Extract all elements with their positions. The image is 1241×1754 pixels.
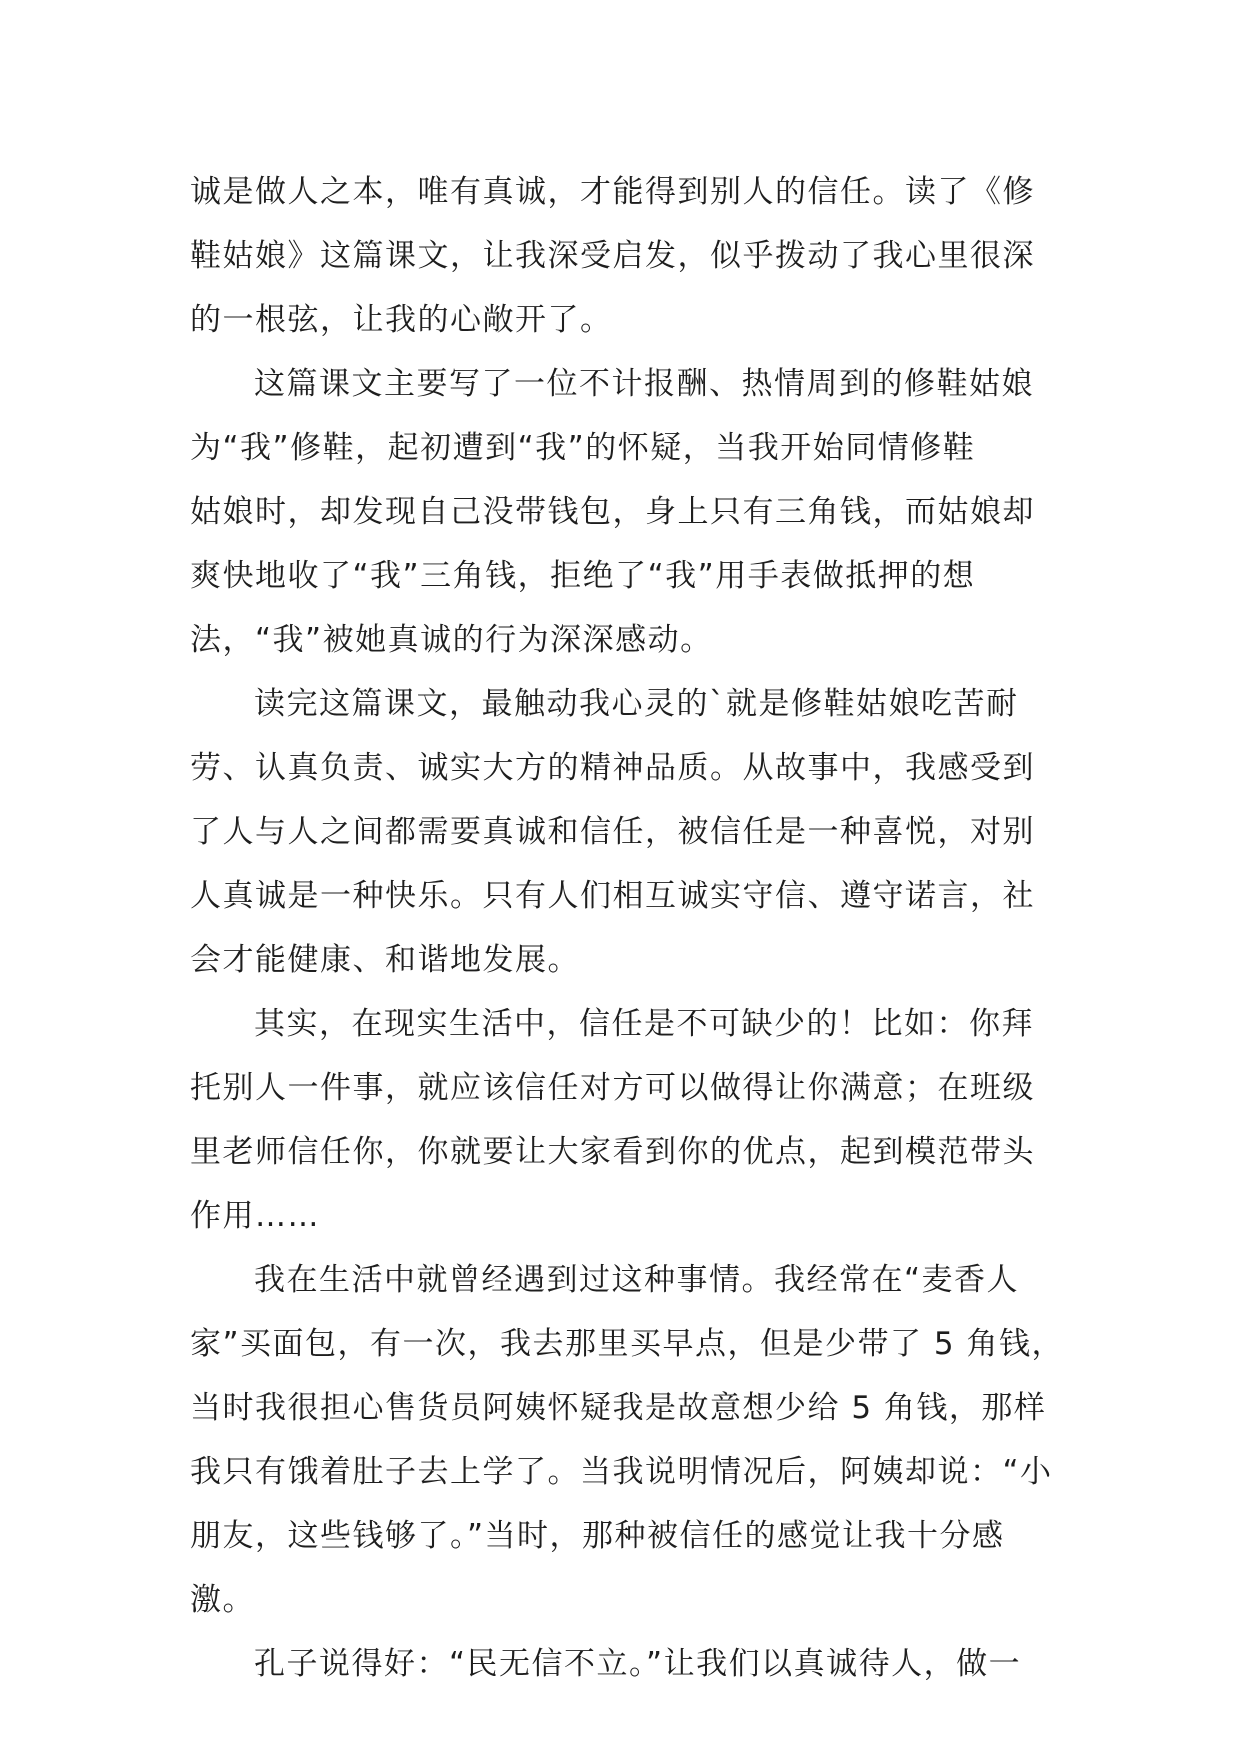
- paragraph-1: [190, 160, 1050, 352]
- text-line: 鞋姑娘》这篇课文，让我深受启发，似乎拨动了我心里很深: [190, 238, 1035, 274]
- text-line: 朋友，这些钱够了。”当时，那种被信任的感觉让我十分感: [190, 1518, 1005, 1554]
- text-line: 孔子说得好：“民无信不立。”让我们以真诚待人，做一: [254, 1646, 1022, 1682]
- text-line: 这篇课文主要写了一位不计报酬、热情周到的修鞋姑娘: [254, 366, 1034, 402]
- paragraph-5: [190, 1248, 1064, 1632]
- text-line: 法，“我”被她真诚的行为深深感动。: [190, 622, 713, 658]
- text-line: 激。: [190, 1582, 255, 1618]
- text-line: 我只有饿着肚子去上学了。当我说明情况后，阿姨却说：“小: [190, 1454, 1053, 1490]
- text-line: 作用……: [190, 1198, 320, 1234]
- paragraph-4: [190, 992, 1050, 1248]
- text-line: 里老师信任你，你就要让大家看到你的优点，起到模范带头: [190, 1134, 1035, 1170]
- text-line: 我在生活中就曾经遇到过这种事情。我经常在“麦香人: [254, 1262, 1020, 1298]
- text-line: 当时我很担心售货员阿姨怀疑我是故意想少给 5 角钱，那样: [190, 1390, 1047, 1426]
- text-line: 的一根弦，让我的心敞开了。: [190, 302, 613, 338]
- text-line: 姑娘时，却发现自己没带钱包，身上只有三角钱，而姑娘却: [190, 494, 1035, 530]
- text-line: 诚是做人之本，唯有真诚，才能得到别人的信任。读了《修: [190, 174, 1035, 210]
- text-line: 托别人一件事，就应该信任对方可以做得让你满意；在班级: [190, 1070, 1035, 1106]
- text-line: 会才能健康、和谐地发展。: [190, 942, 580, 978]
- text-line: 其实，在现实生活中，信任是不可缺少的！比如：你拜: [254, 1006, 1034, 1042]
- essay-body: [190, 160, 1064, 1696]
- text-line: 人真诚是一种快乐。只有人们相互诚实守信、遵守诺言，社: [190, 878, 1035, 914]
- text-line: 了人与人之间都需要真诚和信任，被信任是一种喜悦，对别: [190, 814, 1035, 850]
- paragraph-2: [190, 352, 1050, 672]
- paragraph-6: [190, 1632, 1050, 1696]
- text-line: 爽快地收了“我”三角钱，拒绝了“我”用手表做抵押的想: [190, 558, 976, 594]
- text-line: 为“我”修鞋，起初遭到“我”的怀疑，当我开始同情修鞋: [190, 430, 976, 466]
- text-line: 家”买面包，有一次，我去那里买早点，但是少带了 5 角钱，: [190, 1326, 1064, 1362]
- text-line: 读完这篇课文，最触动我心灵的`就是修鞋姑娘吃苦耐: [254, 686, 1019, 722]
- paragraph-3: [190, 672, 1050, 992]
- text-line: 劳、认真负责、诚实大方的精神品质。从故事中，我感受到: [190, 750, 1035, 786]
